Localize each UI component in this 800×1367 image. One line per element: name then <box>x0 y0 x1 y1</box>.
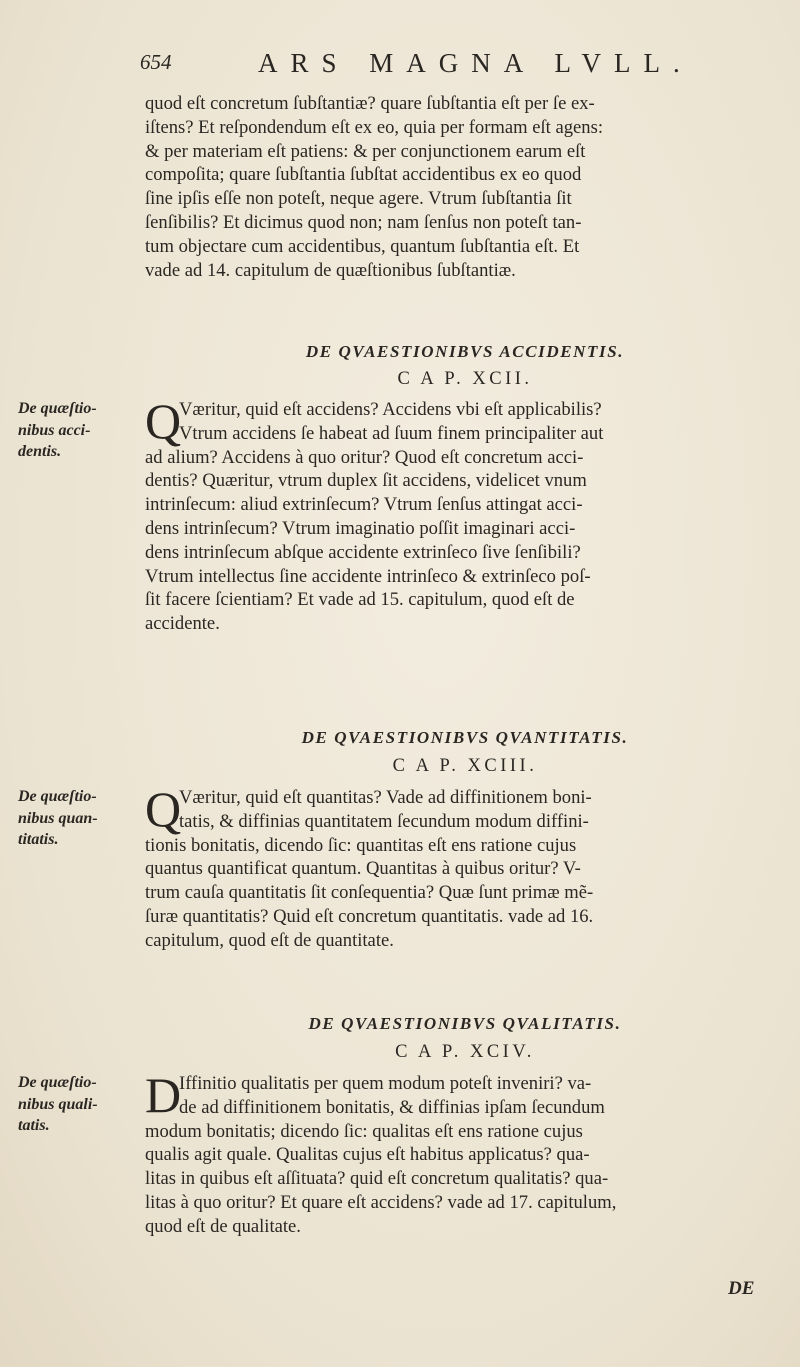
dropcap: Q <box>145 781 182 837</box>
text-line: modum bonitatis; dicendo ſic: qualitas eſt ens ratione cujus <box>145 1120 583 1142</box>
running-title: ARS MAGNA LVLL. <box>258 48 693 78</box>
text-line: & per materiam eſt patiens: & per conjunctionem earum eſt <box>145 140 586 162</box>
text-line: ſit facere ſcientiam? Et vade ad 15. capitulum, quod eſt de <box>145 589 575 611</box>
text-line: ad alium? Accidens à quo oritur? Quod eſt concretum acci- <box>145 446 584 468</box>
text-line: intrinſecum: aliud extrinſecum? Vtrum ſenſus attingat acci- <box>145 494 583 516</box>
chapter-number-xciv: C A P. XCIV. <box>395 1042 535 1062</box>
chapter-number-xcii: C A P. XCII. <box>397 369 533 389</box>
text-line: dens intrinſecum abſque accidente extrinſeco ſive ſenſibili? <box>145 541 581 563</box>
margin-note-line: tatis. <box>18 1117 50 1134</box>
text-line: ſuræ quantitatis? Quid eſt concretum quantitatis. vade ad 16. <box>145 905 594 927</box>
section-body-qualitatis <box>145 1067 785 1239</box>
margin-note-line: De quæſtio- <box>18 788 97 805</box>
text-line: iſtens? Et reſpondendum eſt ex eo, quia per formam eſt agens: <box>145 116 603 138</box>
text-line: de ad diffinitionem bonitatis, & diffinias ipſam ſecundum <box>179 1096 605 1118</box>
margin-note-line: titatis. <box>18 831 59 848</box>
text-line: litas in quibus eſt aſſituata? quid eſt concretum qualitatis? qua- <box>145 1168 609 1190</box>
section-body-quantitatis <box>145 781 785 953</box>
text-line: quod eſt de qualitate. <box>145 1215 301 1237</box>
text-line: vade ad 14. capitulum de quæſtionibus ſubſtantiæ. <box>145 259 516 281</box>
section-heading-qualitatis: DE QVAESTIONIBVS QVALITATIS. <box>308 1014 622 1033</box>
text-line: dentis? Quæritur, vtrum duplex ſit accidens, videlicet vnum <box>145 470 587 492</box>
text-line: qualis agit quale. Qualitas cujus eſt habitus applicatus? qua- <box>145 1144 590 1166</box>
text-line: quantus quantificat quantum. Quantitas à quibus oritur? V- <box>145 858 581 880</box>
text-line: Væritur, quid eſt quantitas? Vade ad diffinitionem boni- <box>179 787 592 808</box>
text-line: tatis, & diffinias quantitatem ſecundum modum diffini- <box>179 810 589 832</box>
page-number: 654 <box>140 50 172 74</box>
section-heading-accidentis: DE QVAESTIONIBVS ACCIDENTIS. <box>305 342 625 361</box>
text-line: accidente. <box>145 613 220 635</box>
text-line: Væritur, quid eſt accidens? Accidens vbi eſt applicabilis? <box>179 399 602 420</box>
margin-note-line: nibus quan- <box>18 809 98 827</box>
text-line: tionis bonitatis, dicendo ſic: quantitas eſt ens ratione cujus <box>145 834 577 856</box>
margin-note-quantitatis <box>18 786 136 851</box>
text-line: compoſita; quare ſubſtantia ſubſtat accidentibus ex eo quod <box>145 164 582 186</box>
text-line: quod eſt concretum ſubſtantiæ? quare ſubſtantia eſt per ſe ex- <box>145 93 595 114</box>
margin-note-line: De quæſtio- <box>18 400 97 417</box>
text-line: dens intrinſecum? Vtrum imaginatio poſſit imaginari acci- <box>145 517 576 539</box>
text-line: Vtrum intellectus ſine accidente intrinſeco & extrinſeco poſ- <box>145 565 591 587</box>
section-body-accidentis <box>145 393 785 636</box>
text-line: litas à quo oritur? Et quare eſt accidens? vade ad 17. capitulum, <box>145 1191 617 1213</box>
text-line: Vtrum accidens ſe habeat ad ſuum finem principaliter aut <box>179 422 604 444</box>
dropcap: D <box>145 1067 182 1123</box>
page-header <box>140 48 693 84</box>
text-line: ſenſibilis? Et dicimus quod non; nam ſenſus non poteſt tan- <box>145 211 582 233</box>
text-line: ſine ipſis eſſe non poteſt, neque agere. Vtrum ſubſtantia ſit <box>145 188 572 210</box>
text-line: trum cauſa quantitatis ſit conſequentia? Quæ ſunt primæ mẽ- <box>145 882 594 904</box>
margin-note-line: dentis. <box>18 443 62 460</box>
text-line: Iffinitio qualitatis per quem modum poteſt inveniri? va- <box>179 1073 592 1094</box>
margin-note-line: De quæſtio- <box>18 1074 97 1091</box>
section-heading-quantitatis: DE QVAESTIONIBVS QVANTITATIS. <box>301 728 629 747</box>
margin-note-qualitatis <box>18 1072 136 1137</box>
margin-note-line: nibus acci- <box>18 421 91 439</box>
margin-note-accidentis <box>18 398 136 463</box>
margin-note-line: nibus quali- <box>18 1095 98 1113</box>
dropcap: Q <box>145 393 182 449</box>
catchword: DE <box>728 1278 755 1299</box>
text-line: capitulum, quod eſt de quantitate. <box>145 929 394 951</box>
chapter-number-xciii: C A P. XCIII. <box>392 756 538 776</box>
text-line: tum objectare cum accidentibus, quantum ſubſtantia eſt. Et <box>145 235 580 257</box>
intro-paragraph <box>145 92 785 282</box>
